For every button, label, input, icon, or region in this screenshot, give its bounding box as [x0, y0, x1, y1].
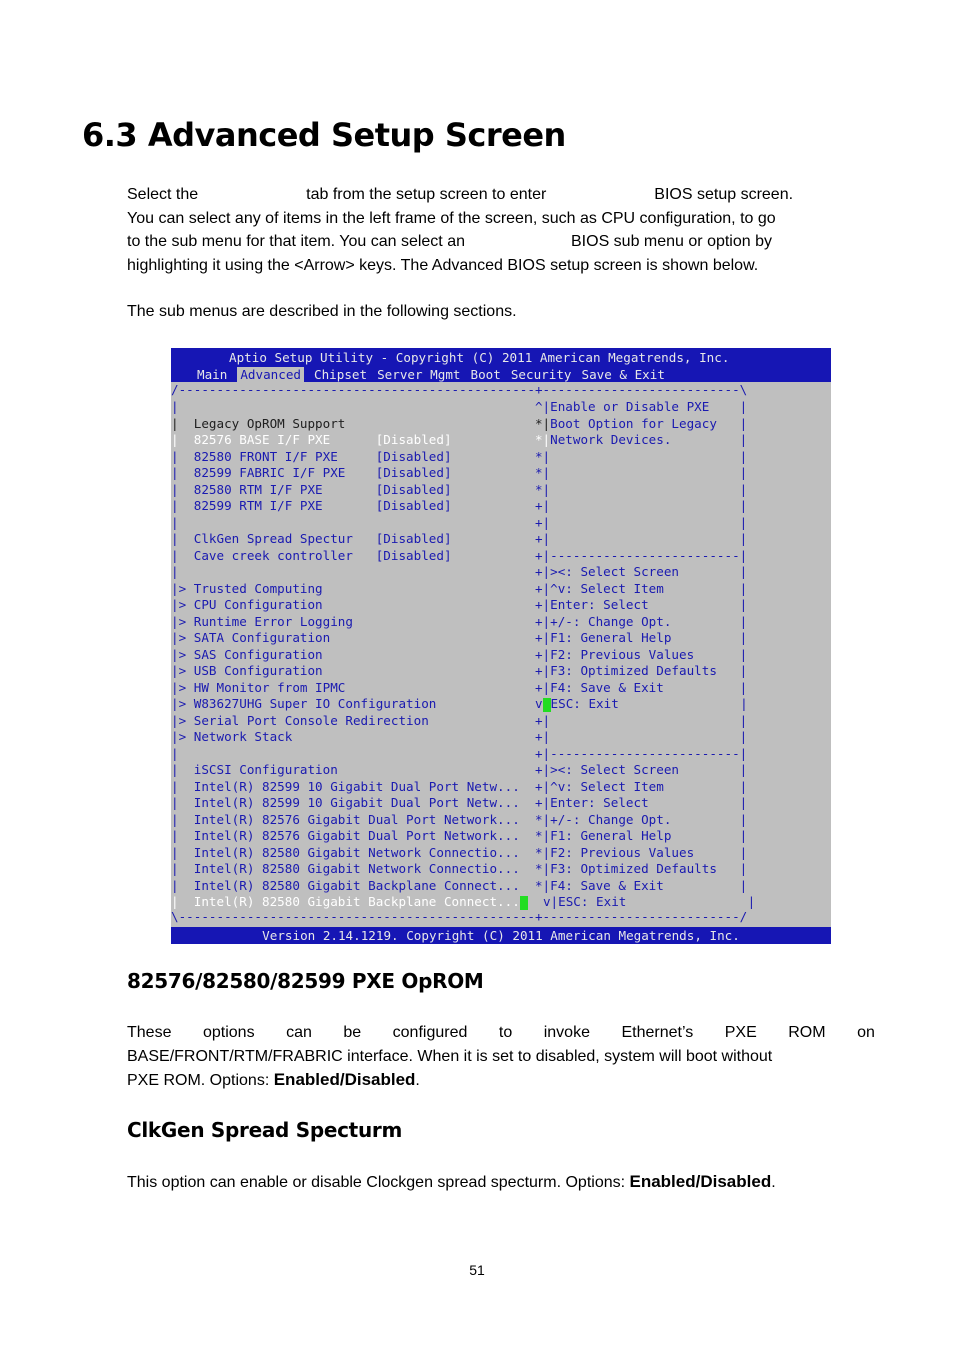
- bios-row[interactable]: [171, 581, 831, 598]
- bios-menu-bar: [197, 367, 675, 382]
- bios-help-text: |: [550, 465, 748, 480]
- sub-menus-note: The sub menus are described in the following sections.: [127, 303, 517, 320]
- bios-screenshot: [171, 348, 831, 944]
- bios-row-item: | +|: [171, 745, 551, 761]
- pxe-options: Enabled/Disabled: [273, 1070, 416, 1089]
- pxe-line-2: BASE/FRONT/RTM/FRABRIC interface. When it is set to disabled, system will boot without: [127, 1047, 773, 1065]
- bios-row-item: | Cave creek controller [Disabled] +|: [171, 547, 551, 563]
- bios-row[interactable]: [171, 845, 831, 862]
- bios-row-item: |> SAS Configuration +|: [171, 646, 551, 662]
- bios-row-item: | Intel(R) 82599 10 Gigabit Dual Port Netw... +|: [171, 795, 551, 810]
- intro-line-4: highlighting it using the <Arrow> keys. The Advanced BIOS setup screen is shown below.: [127, 256, 759, 274]
- intro-line-1: Select the tab from the setup screen to enter BIOS setup screen.: [127, 186, 794, 203]
- pxe-word: configured: [392, 1024, 468, 1041]
- bios-row[interactable]: [171, 416, 831, 433]
- pxe-word: be: [343, 1024, 362, 1041]
- bios-row-item: | Intel(R) 82580 Gigabit Backplane Connect... *|: [171, 877, 551, 893]
- bios-row[interactable]: [171, 746, 831, 763]
- bios-row[interactable]: [171, 762, 831, 779]
- bios-help-text: ><: Select Screen |: [550, 762, 748, 777]
- clkgen-line: This option can enable or disable Clockgen spread specturm. Options: Enabled/Disabled.: [127, 1172, 776, 1191]
- bios-row-item: |> Trusted Computing +|: [171, 580, 551, 596]
- bios-row[interactable]: [171, 696, 831, 713]
- bios-help-text: F4: Save & Exit |: [550, 877, 748, 893]
- bios-row[interactable]: [171, 680, 831, 697]
- bios-help-text: Enable or Disable PXE |: [550, 399, 748, 414]
- bios-row-item: | iSCSI Configuration +|: [171, 762, 551, 777]
- pxe-line-1: [127, 1021, 875, 1045]
- bios-row[interactable]: [171, 498, 831, 515]
- bios-help-text: ^v: Select Item |: [550, 778, 748, 794]
- bios-row[interactable]: [171, 399, 831, 416]
- bios-help-text: F4: Save & Exit |: [550, 679, 748, 695]
- bios-row[interactable]: [171, 663, 831, 680]
- bios-help-text: +/-: Change Opt. |: [550, 811, 748, 827]
- bios-row-item: | Intel(R) 82576 Gigabit Dual Port Network... *|: [171, 828, 551, 843]
- bios-menu-boot[interactable]: Boot: [470, 367, 501, 382]
- bios-row-item: | 82580 FRONT I/F PXE [Disabled] *|: [171, 448, 551, 464]
- bios-menu-security[interactable]: Security: [510, 367, 572, 382]
- bios-row[interactable]: [171, 630, 831, 647]
- bios-help-text: Enter: Select |: [550, 795, 748, 810]
- bios-help-text: |: [550, 531, 748, 546]
- bios-menu-save-exit[interactable]: Save & Exit: [581, 367, 665, 382]
- bios-help-text: |: [550, 481, 748, 497]
- clkgen-heading: ClkGen Spread Specturm: [127, 1118, 402, 1142]
- bios-help-text: F1: General Help |: [550, 828, 748, 843]
- bios-help-text: Boot Option for Legacy |: [550, 415, 748, 431]
- bios-row-item: |> USB Configuration +|: [171, 663, 551, 678]
- bios-help-text: Enter: Select |: [550, 597, 748, 612]
- bios-help-text: ESC: Exit |: [558, 894, 756, 909]
- bios-menu-main[interactable]: Main: [197, 367, 228, 382]
- intro-line-3: to the sub menu for that item. You can select an BIOS sub menu or option by: [127, 233, 772, 250]
- bios-row-item: | Intel(R) 82580 Gigabit Backplane Connect...: [171, 894, 520, 909]
- bios-help-text: +/-: Change Opt. |: [550, 613, 748, 629]
- bios-row-item: | Legacy OpROM Support *|: [171, 415, 551, 431]
- bios-row[interactable]: [171, 597, 831, 614]
- bios-help-text: -------------------------|: [550, 745, 748, 761]
- intro-paragraph: [127, 183, 875, 277]
- bios-border-top: /-----------------------------------------------+--------------------------\: [171, 382, 748, 397]
- bios-row-item: |> W83627UHG Super IO Configuration v: [171, 696, 543, 711]
- bios-row-item: |> Serial Port Console Redirection +|: [171, 712, 551, 728]
- bios-row-item: | +|: [171, 514, 551, 530]
- bios-border-bottom: \-----------------------------------------------+--------------------------/: [171, 909, 748, 924]
- bios-row-item: | ^|: [171, 399, 551, 414]
- bios-row[interactable]: [171, 449, 831, 466]
- bios-row[interactable]: [171, 515, 831, 532]
- bios-row-item: |> Network Stack +|: [171, 729, 551, 744]
- bios-row-item: | ClkGen Spread Spectur [Disabled] +|: [171, 531, 551, 546]
- bios-row[interactable]: [171, 614, 831, 631]
- cursor-block: [543, 698, 551, 712]
- bios-help-text: F3: Optimized Defaults |: [550, 663, 748, 678]
- pxe-word: Ethernet’s: [621, 1024, 694, 1041]
- bios-row[interactable]: [171, 564, 831, 581]
- bios-title: Aptio Setup Utility - Copyright (C) 2011 American Megatrends, Inc.: [229, 350, 730, 365]
- pxe-word: options: [202, 1024, 255, 1041]
- bios-row[interactable]: [171, 713, 831, 730]
- bios-row-item: | Intel(R) 82576 Gigabit Dual Port Network... *|: [171, 811, 551, 827]
- clkgen-paragraph: [127, 1170, 875, 1195]
- bios-row[interactable]: [171, 482, 831, 499]
- bios-menu-advanced[interactable]: Advanced: [237, 367, 304, 382]
- bios-row-item: |> HW Monitor from IPMC +|: [171, 679, 551, 695]
- bios-row-item: | Intel(R) 82580 Gigabit Network Connectio... *|: [171, 844, 551, 860]
- bios-help-text: F2: Previous Values |: [550, 646, 748, 662]
- bios-help-text: ><: Select Screen |: [550, 564, 748, 579]
- bios-row-item: | Intel(R) 82580 Gigabit Network Connectio... *|: [171, 861, 551, 876]
- pxe-word: These: [127, 1024, 172, 1041]
- cursor-block: [520, 896, 528, 910]
- pxe-word: ROM: [788, 1024, 826, 1041]
- pxe-word: to: [498, 1024, 513, 1041]
- bios-help-text: |: [550, 448, 748, 464]
- bios-help-text: F2: Previous Values |: [550, 844, 748, 860]
- bios-help-text: Network Devices. |: [550, 432, 748, 447]
- bios-row-item: |> CPU Configuration +|: [171, 597, 551, 612]
- bios-help-text: |: [550, 498, 748, 513]
- bios-row[interactable]: [171, 465, 831, 482]
- bios-help-text: ^v: Select Item |: [550, 580, 748, 596]
- pxe-word: on: [857, 1024, 875, 1041]
- bios-row[interactable]: [171, 779, 831, 796]
- bios-help-text: |: [550, 514, 748, 530]
- bios-row[interactable]: [171, 548, 831, 565]
- page-number: 51: [469, 1262, 485, 1278]
- bios-row[interactable]: [171, 828, 831, 845]
- bios-menu-chipset[interactable]: Chipset: [314, 367, 368, 382]
- bios-row[interactable]: [171, 647, 831, 664]
- pxe-word: can: [286, 1024, 312, 1041]
- bios-row[interactable]: [171, 878, 831, 895]
- section-title: 6.3 Advanced Setup Screen: [82, 116, 566, 154]
- bios-row-item: |> Runtime Error Logging +|: [171, 613, 551, 629]
- pxe-line-3: PXE ROM. Options: Enabled/Disabled.: [127, 1070, 420, 1089]
- bios-row[interactable]: [171, 432, 831, 449]
- bios-title-bar: [171, 348, 831, 382]
- bios-row[interactable]: [171, 861, 831, 878]
- bios-menu-server-mgmt[interactable]: Server Mgmt: [377, 367, 461, 382]
- bios-row-item: | +|: [171, 564, 551, 579]
- bios-row-item: | 82580 RTM I/F PXE [Disabled] *|: [171, 481, 551, 497]
- bios-row[interactable]: [171, 729, 831, 746]
- pxe-word: PXE: [724, 1024, 757, 1041]
- bios-help-text: |: [550, 729, 748, 744]
- bios-help-text: F3: Optimized Defaults |: [550, 861, 748, 876]
- bios-row-item: | 82599 FABRIC I/F PXE [Disabled] *|: [171, 465, 551, 480]
- pxe-paragraph: [127, 1021, 875, 1093]
- bios-row-item: |> SATA Configuration +|: [171, 630, 551, 645]
- bios-help-text: -------------------------|: [550, 547, 748, 563]
- bios-row[interactable]: [171, 531, 831, 548]
- bios-row[interactable]: [171, 795, 831, 812]
- pxe-word: invoke: [543, 1024, 590, 1041]
- bios-row[interactable]: [171, 812, 831, 829]
- bios-row-item: | 82599 RTM I/F PXE [Disabled] +|: [171, 498, 551, 513]
- bios-help-text: F1: General Help |: [550, 630, 748, 645]
- intro-line-2: You can select any of items in the left frame of the screen, such as CPU configuration, to go: [127, 209, 776, 227]
- bios-scroll-marker: v|: [527, 894, 559, 909]
- clkgen-options: Enabled/Disabled: [629, 1172, 772, 1191]
- bios-help-text: |: [550, 712, 748, 728]
- bios-row-item: | Intel(R) 82599 10 Gigabit Dual Port Netw... +|: [171, 778, 551, 794]
- bios-row-item: | 82576 BASE I/F PXE [Disabled] *|: [171, 432, 551, 447]
- bios-help-text: ESC: Exit |: [550, 696, 748, 711]
- pxe-heading: 82576/82580/82599 PXE OpROM: [127, 969, 484, 993]
- bios-footer: Version 2.14.1219. Copyright (C) 2011 American Megatrends, Inc.: [171, 927, 831, 944]
